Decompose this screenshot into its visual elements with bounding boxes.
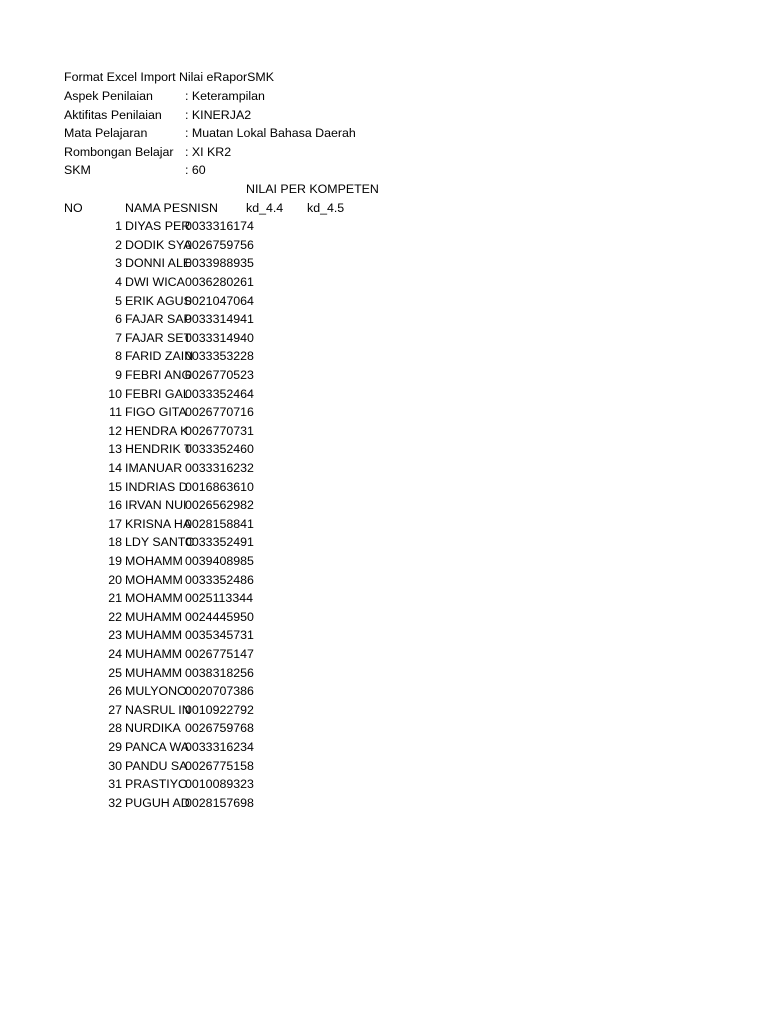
row-no: 29 (108, 740, 122, 754)
row-no: 25 (108, 665, 122, 680)
row-nama: MULYONO (125, 684, 187, 699)
row-nisn: 0033352460 (185, 442, 254, 457)
row-nisn: 0024445950 (185, 609, 254, 624)
row-nisn: 0028157698 (185, 795, 254, 810)
row-nama: PANCA WA (125, 740, 190, 754)
row-no: 27 (108, 702, 122, 717)
column-header-nama: NAMA PESNISN (125, 200, 218, 215)
row-nisn: 0033353228 (185, 349, 254, 364)
row-nama: DODIK SYA (125, 237, 192, 252)
row-nama: NURDIKA (125, 721, 181, 736)
row-nisn: 0010089323 (185, 777, 254, 792)
row-nisn: 0033316234 (185, 740, 254, 754)
meta-value-rombel: : XI KR2 (185, 144, 232, 159)
row-nama: LDY SANTC (125, 535, 195, 550)
row-nisn: 0038318256 (185, 665, 254, 680)
row-nisn: 0021047064 (185, 293, 254, 308)
row-nisn: 0026759768 (185, 721, 254, 736)
row-no: 8 (115, 349, 122, 364)
row-nama: ERIK AGUS (125, 293, 192, 308)
group-header-nilai: NILAI PER KOMPETEN (246, 182, 379, 196)
row-no: 32 (108, 795, 122, 810)
row-nisn: 0028158841 (185, 516, 254, 531)
row-no: 23 (108, 628, 122, 643)
row-nisn: 0020707386 (185, 684, 254, 699)
row-nama: FIGO GITA (125, 405, 187, 420)
row-no: 13 (108, 442, 122, 457)
row-nisn: 0026770731 (185, 423, 254, 438)
row-no: 15 (108, 479, 122, 494)
row-nama: MUHAMM (125, 609, 183, 624)
row-nama: FAJAR SET (125, 330, 192, 345)
row-nisn: 0033988935 (185, 256, 254, 271)
row-nisn: 0033352464 (185, 386, 254, 401)
row-no: 21 (108, 591, 122, 606)
meta-value-aspek: : Keterampilan (185, 89, 265, 103)
row-no: 4 (115, 275, 122, 289)
row-nama: IMANUAR (125, 461, 183, 475)
row-nama: FARID ZAIN (125, 349, 194, 364)
row-no: 17 (108, 516, 122, 531)
row-nisn: 0033352486 (185, 572, 254, 587)
row-nama: DIYAS PER (125, 219, 191, 234)
row-nisn: 0010922792 (185, 702, 254, 717)
row-nisn: 0025113344 (185, 591, 253, 606)
row-no: 3 (115, 256, 122, 271)
row-nama: KRISNA HA (125, 516, 192, 531)
row-nisn: 0033316174 (185, 219, 254, 234)
meta-label-skm: SKM (64, 163, 91, 178)
row-nisn: 0026770716 (185, 405, 254, 420)
row-nisn: 0036280261 (185, 275, 254, 289)
row-nama: PRASTIYO (125, 777, 188, 792)
row-nisn: 0026770523 (185, 368, 254, 382)
row-nama: PUGUH AD (125, 795, 190, 810)
row-nama: MOHAMM (125, 554, 183, 568)
row-nisn: 0033314940 (185, 330, 254, 345)
row-no: 30 (108, 758, 122, 773)
row-no: 1 (115, 219, 122, 234)
column-header-kd-4-4: kd_4.4 (246, 200, 284, 215)
row-no: 2 (115, 237, 122, 252)
row-nama: MUHAMM (125, 647, 183, 661)
row-no: 31 (108, 777, 122, 792)
row-no: 7 (115, 330, 122, 345)
meta-label-rombel: Rombongan Belajar (64, 144, 174, 159)
row-no: 6 (115, 312, 122, 327)
row-no: 18 (108, 535, 122, 550)
row-nama: MUHAMM (125, 628, 183, 643)
row-nama: HENDRA K (125, 423, 189, 438)
row-nisn: 0026775158 (185, 758, 254, 773)
row-nisn: 0026562982 (185, 498, 254, 513)
row-nisn: 0033316232 (185, 461, 254, 475)
row-no: 11 (109, 405, 122, 420)
row-nisn: 0033352491 (185, 535, 254, 550)
row-no: 14 (108, 461, 122, 475)
row-nama: FEBRI ANG (125, 368, 192, 382)
meta-value-skm: : 60 (185, 163, 206, 178)
meta-value-aktifitas: : KINERJA2 (185, 107, 252, 122)
document-title: Format Excel Import Nilai eRaporSMK (64, 70, 275, 84)
row-no: 24 (108, 647, 122, 661)
meta-label-aktifitas: Aktifitas Penilaian (64, 107, 162, 122)
meta-label-mapel: Mata Pelajaran (64, 126, 148, 141)
row-no: 20 (108, 572, 122, 587)
row-nama: IRVAN NUI (125, 498, 187, 513)
meta-value-mapel: : Muatan Lokal Bahasa Daerah (185, 126, 356, 141)
row-nama: PANDU SA (125, 758, 188, 773)
row-nisn: 0026775147 (185, 647, 254, 661)
row-nama: NASRUL IN (125, 702, 191, 717)
row-no: 22 (108, 609, 122, 624)
row-no: 12 (108, 423, 122, 438)
row-nisn: 0035345731 (185, 628, 254, 643)
row-nisn: 0016863610 (185, 479, 254, 494)
row-nama: MOHAMM (125, 572, 183, 587)
row-no: 19 (108, 554, 122, 568)
row-nisn: 0026759756 (185, 237, 254, 252)
row-no: 5 (115, 293, 122, 308)
row-no: 10 (108, 386, 122, 401)
row-nama: DONNI ALE (125, 256, 192, 271)
meta-label-aspek: Aspek Penilaian (64, 89, 153, 103)
row-nama: FEBRI GAL (125, 386, 190, 401)
row-nama: HENDRIK T (125, 442, 192, 457)
row-nisn: 0039408985 (185, 554, 254, 568)
row-nama: FAJAR SAP (125, 312, 192, 327)
row-nisn: 0033314941 (185, 312, 254, 327)
column-header-no: NO (64, 200, 83, 215)
row-nama: MOHAMM (125, 591, 183, 606)
row-nama: INDRIAS D (125, 479, 188, 494)
column-header-kd-4-5: kd_4.5 (307, 200, 345, 215)
row-no: 26 (108, 684, 122, 699)
row-nama: MUHAMM (125, 665, 183, 680)
row-no: 9 (115, 368, 122, 382)
row-no: 28 (108, 721, 122, 736)
row-nama: DWI WICA (125, 275, 185, 289)
row-no: 16 (108, 498, 122, 513)
